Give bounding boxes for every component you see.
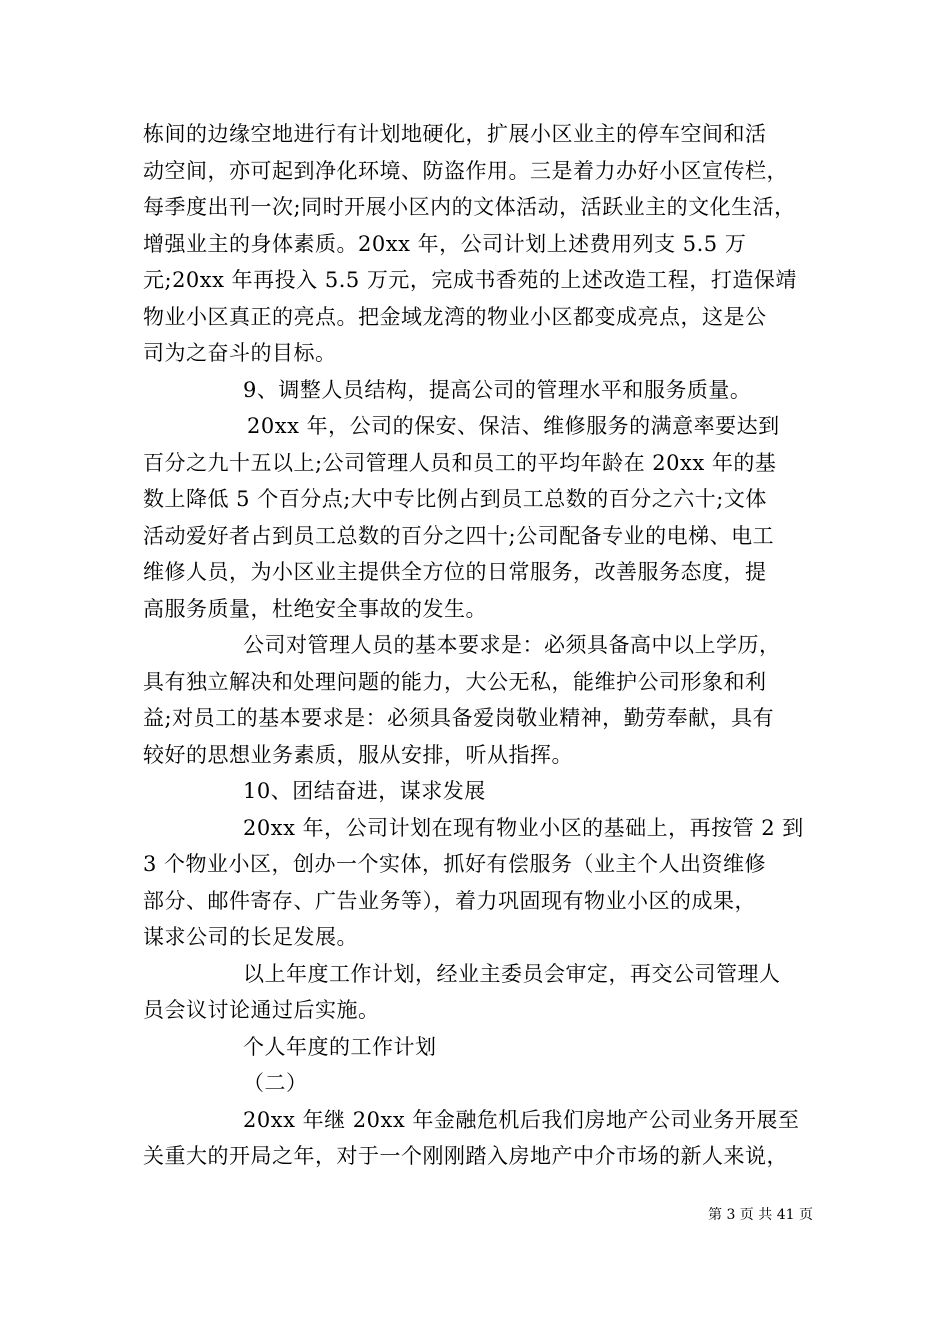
section-heading: 10、团结奋进，谋求发展 [243, 779, 486, 803]
text-line: 公司对管理人员的基本要求是：必须具备高中以上学历， [243, 633, 781, 657]
text-line: 20xx 年，公司的保安、保洁、维修服务的满意率要达到 [247, 414, 780, 438]
text-line: 具有独立解决和处理问题的能力，大公无私，能维护公司形象和利 [143, 669, 767, 694]
text-line: 谋求公司的长足发展。 [143, 925, 358, 949]
text-line: 每季度出刊一次;同时开展小区内的文体活动，活跃业主的文化生活， [143, 195, 796, 219]
text-line: 部分、邮件寄存、广告业务等），着力巩固现有物业小区的成果， [143, 888, 756, 913]
page-number-footer: 第 3 页 共 41 页 [708, 1207, 813, 1223]
section-heading: 9、调整人员结构，提高公司的管理水平和服务质量。 [243, 377, 752, 402]
text-line: 百分之九十五以上;公司管理人员和员工的平均年龄在 20xx 年的基 [143, 450, 777, 475]
text-line: 关重大的开局之年，对于一个刚刚踏入房地产中介市场的新人来说， [143, 1144, 788, 1168]
text-line: 元;20xx 年再投入 5.5 万元，完成书香苑的上述改造工程，打造保靖 [143, 268, 797, 292]
text-line: 高服务质量，杜绝安全事故的发生。 [143, 596, 487, 621]
subsection-marker: （二） [243, 1071, 308, 1095]
text-line: 数上降低 5 个百分点;大中专比例占到员工总数的百分之六十;文体 [143, 487, 767, 511]
text-line: 较好的思想业务素质，服从安排，听从指挥。 [143, 742, 573, 767]
text-line: 物业小区真正的亮点。把金域龙湾的物业小区都变成亮点，这是公 [143, 304, 767, 329]
text-line: 3 个物业小区，创办一个实体，抓好有偿服务（业主个人出资维修 [143, 852, 767, 876]
text-line: 维修人员，为小区业主提供全方位的日常服务，改善服务态度，提 [143, 560, 767, 584]
text-line: 20xx 年继 20xx 年金融危机后我们房地产公司业务开展至 [243, 1107, 800, 1132]
text-line: 益;对员工的基本要求是：必须具备爱岗敬业精神，勤劳奉献，具有 [143, 706, 775, 730]
text-line: 栋间的边缘空地进行有计划地硬化，扩展小区业主的停车空间和活 [143, 122, 767, 146]
text-line: 司为之奋斗的目标。 [143, 341, 337, 365]
text-line: 员会议讨论通过后实施。 [143, 998, 380, 1022]
body-text [143, 116, 823, 1175]
text-line: 20xx 年，公司计划在现有物业小区的基础上，再按管 2 到 [243, 815, 804, 840]
text-line: 以上年度工作计划，经业主委员会审定，再交公司管理人 [243, 961, 781, 986]
text-line: 活动爱好者占到员工总数的百分之四十;公司配备专业的电梯、电工 [143, 523, 775, 548]
text-line: 动空间，亦可起到净化环境、防盗作用。三是着力办好小区宣传栏， [143, 158, 788, 183]
text-line: 增强业主的身体素质。20xx 年，公司计划上述费用列支 5.5 万 [143, 231, 747, 256]
section-heading: 个人年度的工作计划 [243, 1034, 437, 1059]
